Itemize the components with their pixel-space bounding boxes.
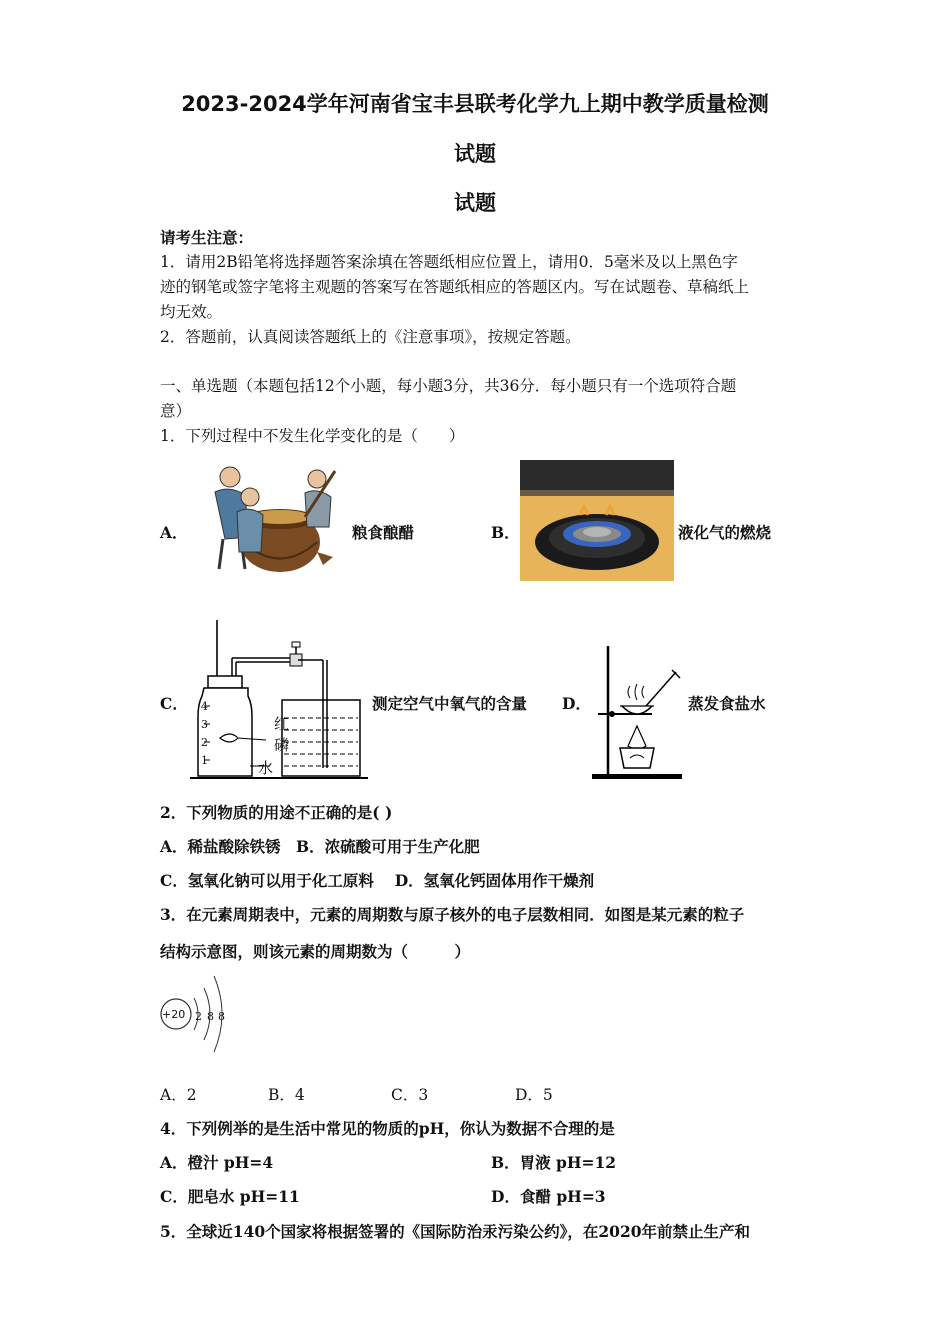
q1-option-b-caption: 液化气的燃烧	[678, 523, 772, 542]
section-heading: 一、单选题（本题包括12个小题，每小题3分，共36分．每小题只有一个选项符合题	[160, 377, 737, 395]
notice-item-1-end: 均无效。	[160, 303, 223, 321]
shell-3-count: 8	[218, 1010, 225, 1023]
red-label: 红	[274, 715, 290, 733]
graduation-mark-1: 1	[201, 754, 208, 767]
vinegar-brewing-illustration	[205, 457, 347, 577]
graduation-mark-3: 3	[201, 718, 208, 731]
phosphorus-label: 磷	[274, 736, 290, 754]
page-title-line2: 试题	[454, 142, 496, 166]
q1-option-d-label: D．	[562, 694, 591, 713]
q1-option-c-label: C．	[160, 694, 188, 713]
q4-stem: 4．下列例举的是生活中常见的物质的pH，你认为数据不合理的是	[160, 1119, 615, 1138]
q3-option-b: B．4	[268, 1086, 305, 1104]
q3-stem: 3．在元素周期表中，元素的周期数与原子核外的电子层数相同．如图是某元素的粒子	[160, 905, 745, 924]
graduation-mark-4: 4	[201, 700, 208, 713]
water-label: 水	[258, 759, 274, 777]
notice-item-2: 2．答题前，认真阅读答题纸上的《注意事项》，按规定答题。	[160, 328, 581, 346]
graduation-mark-2: 2	[201, 736, 208, 749]
q3-option-c: C．3	[391, 1086, 429, 1104]
notice-item-1-cont: 迹的钢笔或签字笔将主观题的答案写在答题纸相应的答题区内。写在试题卷、草稿纸上	[160, 278, 750, 296]
q4-option-c: C．肥皂水 pH=11	[160, 1187, 300, 1206]
q2-options-row-2: C．氢氧化钠可以用于化工原料 D．氢氧化钙固体用作干燥剂	[160, 871, 595, 890]
q4-option-a: A．橙汁 pH=4	[160, 1153, 274, 1172]
q4-option-d: D．食醋 pH=3	[491, 1187, 606, 1206]
shell-1-count: 2	[195, 1010, 202, 1023]
nucleus-charge: +20	[162, 1008, 186, 1021]
evaporation-apparatus	[590, 642, 685, 782]
notice-item-1: 1．请用2B铅笔将选择题答案涂填在答题纸相应位置上，请用0．5毫米及以上黑色字	[160, 253, 738, 271]
q2-options-row-1: A．稀盐酸除铁锈 B．浓硫酸可用于生产化肥	[160, 837, 480, 856]
q3-option-a: A．2	[160, 1086, 197, 1104]
shell-2-count: 8	[207, 1010, 214, 1023]
q1-option-b-label: B．	[491, 523, 520, 542]
oxygen-measurement-apparatus	[190, 618, 370, 783]
q4-option-b: B．胃液 pH=12	[491, 1153, 617, 1172]
q3-option-d: D．5	[515, 1086, 553, 1104]
q1-option-a-caption: 粮食酿醋	[352, 523, 415, 542]
q1-option-d-caption: 蒸发食盐水	[688, 694, 766, 713]
page-subtitle: 试题	[454, 191, 496, 215]
page-title: 2023-2024学年河南省宝丰县联考化学九上期中教学质量检测	[181, 92, 769, 116]
section-heading-cont: 意）	[160, 402, 192, 420]
notice-heading: 请考生注意：	[160, 228, 254, 247]
q1-option-a-label: A．	[160, 523, 188, 542]
q1-stem: 1．下列过程中不发生化学变化的是（ ）	[160, 427, 465, 445]
q5-stem: 5．全球近140个国家将根据签署的《国际防治汞污染公约》，在2020年前禁止生产和	[160, 1222, 751, 1241]
gas-stove-flame-photo	[520, 460, 674, 581]
q2-stem: 2．下列物质的用途不正确的是( )	[160, 803, 393, 822]
q3-stem-cont: 结构示意图，则该元素的周期数为（ ）	[160, 942, 471, 961]
q1-option-c-caption: 测定空气中氧气的含量	[372, 694, 528, 713]
